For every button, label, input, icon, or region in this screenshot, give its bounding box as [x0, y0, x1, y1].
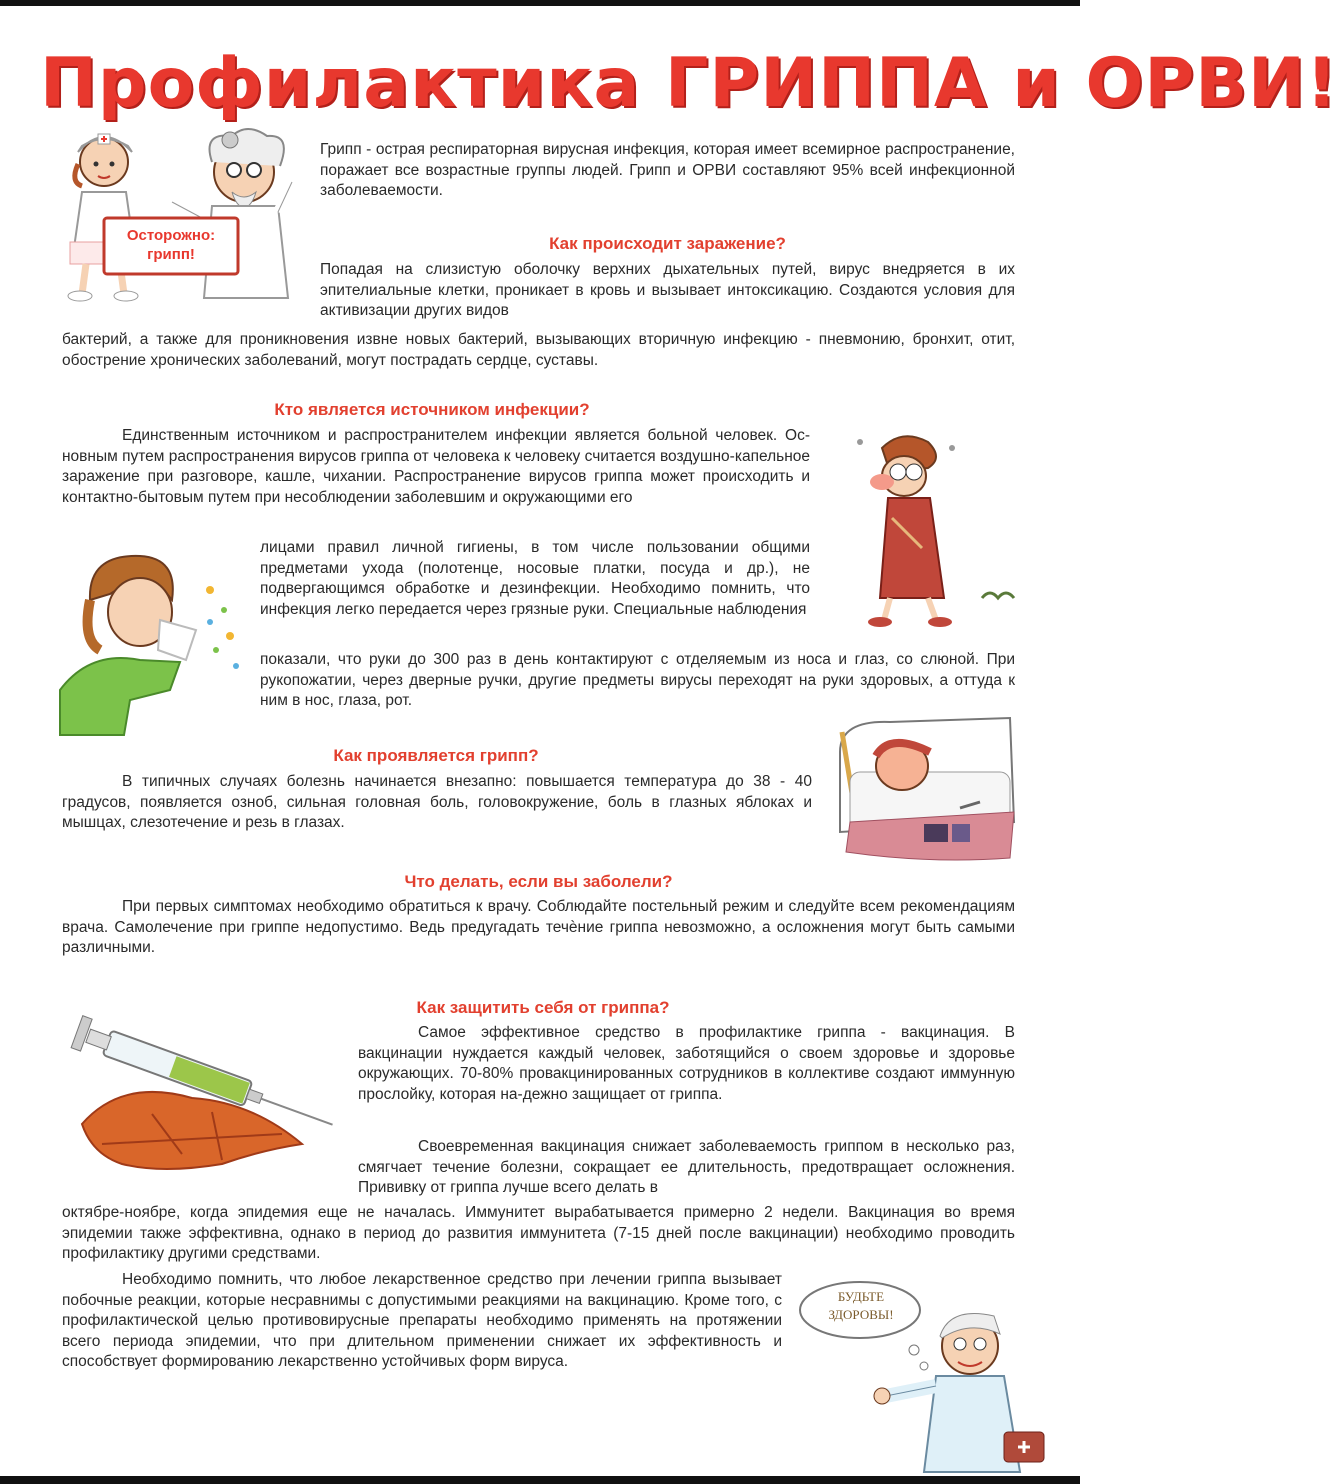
symptoms-heading: Как проявляется грипп?: [333, 746, 539, 765]
doctor-waving-illustration: [790, 1276, 1050, 1476]
nurse-doctor-illustration: [52, 122, 302, 302]
source-paragraph-3: показали, что руки до 300 раз в день контактируют с отделяемым из носа и глаз, со слюной. При рукопожатии, через дверные ручки, другие предметы вирусы переходят на руки здоровых, а оттуда к ним в нос, глаза, рот.: [260, 651, 1015, 709]
sick-child-in-bed-illustration: [830, 712, 1020, 864]
protect-paragraph-1: Самое эффективное средство в профилактике гриппа - вакцинация. В вакцинации нуждается каждый человек, заботящийся о своем здоровье и здоровье окружающих. 70-80% провакцинированных сотрудников в коллективе создают иммунную прослойку, которая на-дежно защищает от гриппа.: [358, 1024, 1015, 1103]
source-paragraph-2: лицами правил личной гигиены, в том числе пользовании общими предметами ухода (полотенце, носовые платки, посуда и др.), не подвергающимся обработке и дезинфекции. Необходимо помнить, что инфекция легко передается через грязные руки. Специальные наблюдения: [260, 539, 810, 618]
infection-paragraph-1: Попадая на слизистую оболочку верхних дыхательных путей, вирус внедряется в их эпителиальные клетки, проникает в кровь и вызывает интоксикацию. Создаются условия для активизации других видов: [320, 261, 1015, 319]
symptoms-paragraph: В типичных случаях болезнь начинается внезапно: повышается температура до 38 - 40 градусов, появляется озноб, сильная головная боль, головокружение, боль в глазных яблоках и мышцах, слезотечение и резь в глазах.: [62, 773, 812, 831]
sick-woman-illustration: [832, 428, 1022, 628]
source-paragraph-1: Единственным источником и распространителем инфекции является больной человек. Ос-новным путем распространения вирусов гриппа от человека к человеку считается воздушно-капельное заражение при разговоре, кашле, чихании. Распространение вирусов гриппа может происходить и контактно-бытовым путем при несоблюдении заболевшим и окружающими его: [62, 427, 810, 506]
infection-heading: Как происходит заражение?: [549, 234, 786, 253]
source-heading: Кто является источником инфекции?: [274, 400, 590, 419]
warning-sign-text: Осторожно: грипп!: [126, 227, 216, 263]
sick-paragraph: При первых симптомах необходимо обратиться к врачу. Соблюдайте постельный режим и следуйте всем рекомендациям врача. Самолечение при гриппе недопустимо. Ведь предугадать течѐние гриппа невозможно, а осложнения могут быть самыми различными.: [62, 898, 1015, 956]
syringe-leaf-illustration: [62, 1024, 352, 1174]
protect-paragraph-2: Своевременная вакцинация снижает заболеваемость гриппом в несколько раз, смягчает течение болезни, сокращает ее длительность, предотвращает осложнения. Прививку от гриппа лучше всего делать в: [358, 1138, 1015, 1196]
protect-paragraph-4: Необходимо помнить, что любое лекарственное средство при лечении гриппа вызывает побочные реакции, которые несравнимы с допустимыми реакциями на вакцинацию. Кроме того, с профилактической целью противовирусные препараты необходимо применять на протяжении всего периода эпидемии, что при длительном применении снижает их эффективность и способствует формированию лекарственно устойчивых форм вируса.: [62, 1271, 782, 1370]
sneezing-child-illustration: [60, 550, 250, 735]
infection-paragraph-2: бактерий, а также для проникновения извне новых бактерий, вызывающих вторичную инфекцию - пневмонию, бронхит, отит, обострение хронических заболеваний, могут пострадать сердце, суставы.: [62, 331, 1015, 369]
protect-paragraph-3: октябре-ноябре, когда эпидемия еще не началась. Иммунитет вырабатывается примерно 2 недели. Вакцинация во время эпидемии также эффективна, однако в период до развития иммунитета (7-15 дней после вакцинации) необходимо проводить профилактику другими средствами.: [62, 1204, 1015, 1262]
intro-paragraph: Грипп - острая респираторная вирусная инфекция, которая имеет всемирное распространение, поражает все возрастные группы людей. Грипп и ОРВИ составляют 95% всей инфекционной заболеваемости.: [320, 141, 1015, 199]
sick-heading: Что делать, если вы заболели?: [404, 872, 673, 891]
page-title: Профилактика ГРИППА и ОРВИ!: [40, 44, 1338, 123]
be-healthy-badge: БУДЬТЕ ЗДОРОВЫ!: [828, 1289, 894, 1322]
protect-heading: Как защитить себя от гриппа?: [416, 998, 670, 1017]
